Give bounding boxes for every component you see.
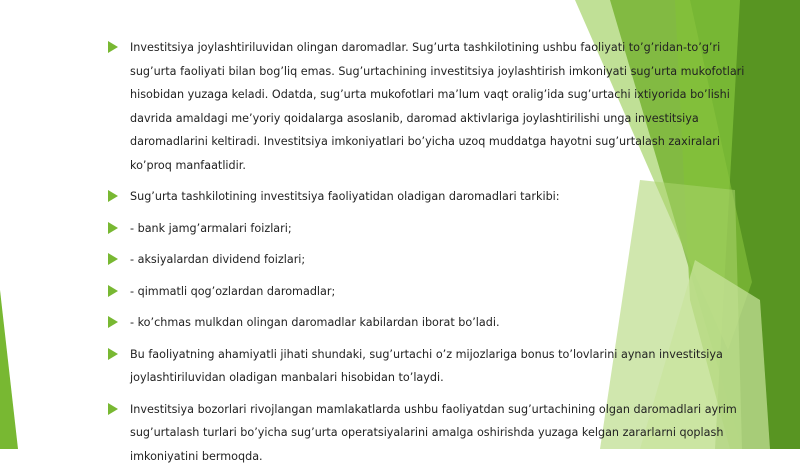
triangle-bullet-icon xyxy=(108,253,118,265)
triangle-bullet-icon xyxy=(108,190,118,202)
list-item xyxy=(108,217,748,241)
list-item xyxy=(108,311,748,335)
triangle-bullet-icon xyxy=(108,41,118,53)
item-text: Bu faoliyatning ahamiyatli jihati shundaki, sug’urtachi o’z mijozlariga bonus to’lovlarini aynan investitsiya joylashtiriluvidan oladigan manbalari hisobidan to’laydi. xyxy=(130,347,723,384)
item-text: Investitsiya joylashtiriluvidan olingan daromadlar. Sug’urta tashkilotining ushbu faoliyati to’g’ridan-to’g’ri sug’urta faoliyati bilan bog’liq emas. Sug’urtachining investitsiya joylashtirish imkoniyati sug’urta mukofotlari hisobidan yuzaga keladi. Odatda, sug’urta mukofotlari ma’lum vaqt oralig’ida sug’urtachi ixtiyorida bo’lishi davrida amaldagi me’yoriy qoidalarga asoslanib, daromad aktivlariga joylashtirilishi unga investitsiya daromadlarini keltiradi. Investitsiya imkoniyatlari bo’yicha uzoq muddatga hayotni sug’urtalash zaxiralari ko’proq manfaatlidir. xyxy=(130,41,745,172)
list-item xyxy=(108,248,748,272)
list-item xyxy=(108,36,748,177)
list-item xyxy=(108,280,748,304)
bullet-list xyxy=(108,36,748,476)
item-text: - bank jamg’armalari foizlari; xyxy=(130,221,292,235)
list-item xyxy=(108,185,748,209)
list-item xyxy=(108,398,748,469)
triangle-bullet-icon xyxy=(108,403,118,415)
item-text: - ko’chmas mulkdan olingan daromadlar kabilardan iborat bo’ladi. xyxy=(130,316,500,329)
item-text: - aksiyalardan dividend foizlari; xyxy=(130,253,306,266)
item-text: Investitsiya bozorlari rivojlangan mamlakatlarda ushbu faoliyatdan sug’urtachining olgan daromadlari ayrim sug’urtalash turlari bo’yicha sug’urta operatsiyalarini amalga oshirishda yuzaga kelgan zararlarni qoplash imkoniyatini bermoqda. xyxy=(130,402,737,463)
triangle-bullet-icon xyxy=(108,222,118,234)
item-text: - qimmatli qog’ozlardan daromadlar; xyxy=(130,284,336,298)
list-item xyxy=(108,343,748,390)
triangle-bullet-icon xyxy=(108,316,118,328)
item-text: Sug’urta tashkilotining investitsiya faoliyatidan oladigan daromadlari tarkibi: xyxy=(130,190,560,203)
triangle-bullet-icon xyxy=(108,285,118,297)
triangle-bullet-icon xyxy=(108,348,118,360)
